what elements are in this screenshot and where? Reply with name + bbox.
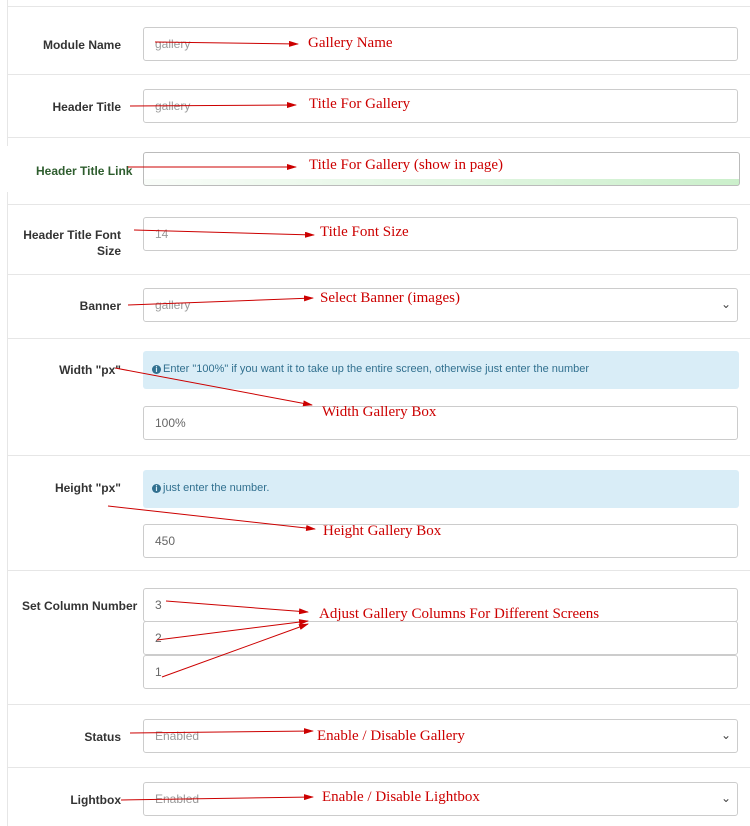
column-value: 3 bbox=[155, 598, 162, 612]
label-line: Size bbox=[96, 244, 121, 258]
annotation-height-box: Height Gallery Box bbox=[323, 523, 442, 539]
annotation-select-banner: Select Banner (images) bbox=[320, 290, 460, 306]
label-line: Header Title Font bbox=[23, 228, 121, 242]
module-name-value: gallery bbox=[155, 37, 191, 51]
annotation-enable-lightbox: Enable / Disable Lightbox bbox=[322, 789, 480, 805]
annotation-title-show-in-page: Title For Gallery (show in page) bbox=[309, 157, 504, 173]
height-info-message: just enter the number. bbox=[163, 482, 270, 494]
column-value: 2 bbox=[155, 631, 162, 645]
annotation-title-for-gallery: Title For Gallery bbox=[309, 96, 411, 112]
arrow-line bbox=[157, 621, 308, 640]
arrow-line bbox=[128, 298, 313, 305]
status-label: Status bbox=[84, 730, 121, 744]
module-name-label: Module Name bbox=[42, 38, 121, 52]
column-number-label: Set Column Number bbox=[22, 599, 138, 613]
height-label: Height "px" bbox=[54, 481, 121, 495]
info-circle-icon: i bbox=[152, 365, 161, 374]
column-value: 1 bbox=[155, 665, 162, 679]
banner-value: gallery bbox=[155, 298, 191, 312]
annotation-title-font-size: Title Font Size bbox=[320, 224, 409, 240]
arrow-line bbox=[115, 368, 312, 405]
annotation-adjust-columns: Adjust Gallery Columns For Different Screens bbox=[319, 606, 600, 622]
lightbox-value: Enabled bbox=[155, 792, 200, 806]
width-info-message: Enter "100%" if you want it to take up the entire screen, otherwise just enter the number bbox=[163, 363, 590, 375]
chevron-down-icon: ⌄ bbox=[720, 791, 731, 805]
annotation-enable-gallery: Enable / Disable Gallery bbox=[317, 728, 465, 744]
status-value: Enabled bbox=[155, 729, 200, 743]
arrow-line bbox=[162, 624, 308, 677]
arrow-line bbox=[166, 601, 308, 612]
arrow-line bbox=[108, 506, 315, 529]
header-title-label: Header Title bbox=[52, 100, 121, 114]
info-circle-icon: i bbox=[152, 484, 161, 493]
lightbox-label: Lightbox bbox=[70, 793, 121, 807]
header-title-value: gallery bbox=[155, 99, 191, 113]
arrow-line bbox=[134, 230, 314, 235]
width-label: Width "px" bbox=[59, 363, 121, 377]
width-value: 100% bbox=[155, 416, 186, 430]
annotation-gallery-name: Gallery Name bbox=[308, 35, 393, 51]
arrow-line bbox=[130, 731, 313, 733]
header-title-link-label: Header Title Link bbox=[36, 164, 133, 178]
banner-label: Banner bbox=[79, 299, 121, 313]
height-value: 450 bbox=[155, 534, 176, 548]
font-size-value: 14 bbox=[155, 227, 169, 241]
chevron-down-icon: ⌄ bbox=[720, 728, 731, 742]
arrow-line bbox=[121, 797, 313, 800]
arrow-line bbox=[155, 42, 298, 44]
annotation-width-box: Width Gallery Box bbox=[322, 404, 437, 420]
arrow-line bbox=[130, 105, 296, 106]
chevron-down-icon: ⌄ bbox=[720, 297, 731, 311]
